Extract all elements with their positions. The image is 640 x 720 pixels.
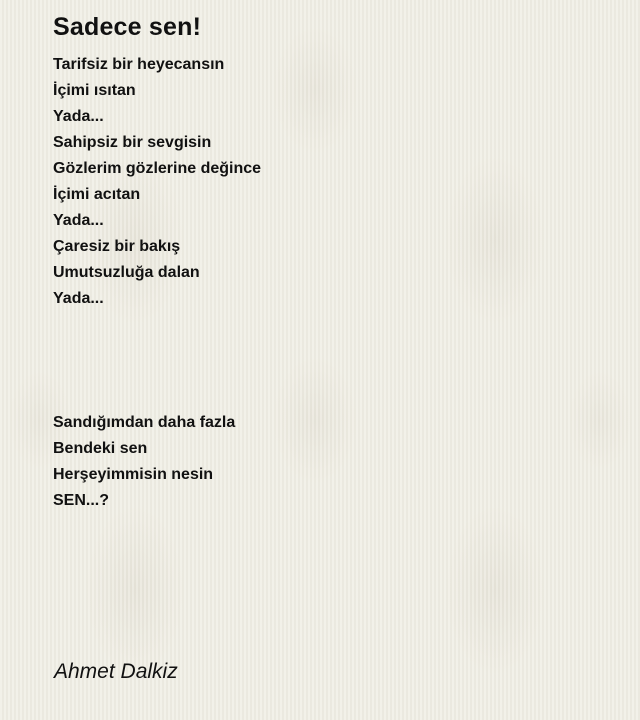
stanza-2 [53, 410, 613, 514]
poem-line: Yada... [53, 290, 104, 307]
poem-line: İçimi ısıtan [53, 82, 136, 99]
stanza-1 [53, 52, 613, 312]
poem-line: Bendeki sen [53, 440, 148, 457]
poem-line: Sandığımdan daha fazla [53, 414, 236, 431]
poem-line: Umutsuzluğa dalan [53, 264, 200, 281]
poem-line: Yada... [53, 212, 104, 229]
poem-line: Çaresiz bir bakış [53, 238, 181, 255]
poem-title: Sadece sen! [53, 13, 202, 41]
poem-line: Sahipsiz bir sevgisin [53, 134, 212, 151]
poem-line: Yada... [53, 108, 104, 125]
poem-line: İçimi acıtan [53, 186, 141, 203]
poem-line: SEN...? [53, 492, 110, 509]
poem-author: Ahmet Dalkiz [54, 660, 178, 683]
poem-container [53, 10, 613, 514]
poem-line: Gözlerim gözlerine değince [53, 160, 262, 177]
poem-line: Tarifsiz bir heyecansın [53, 56, 225, 73]
poem-line: Herşeyimmisin nesin [53, 466, 214, 483]
